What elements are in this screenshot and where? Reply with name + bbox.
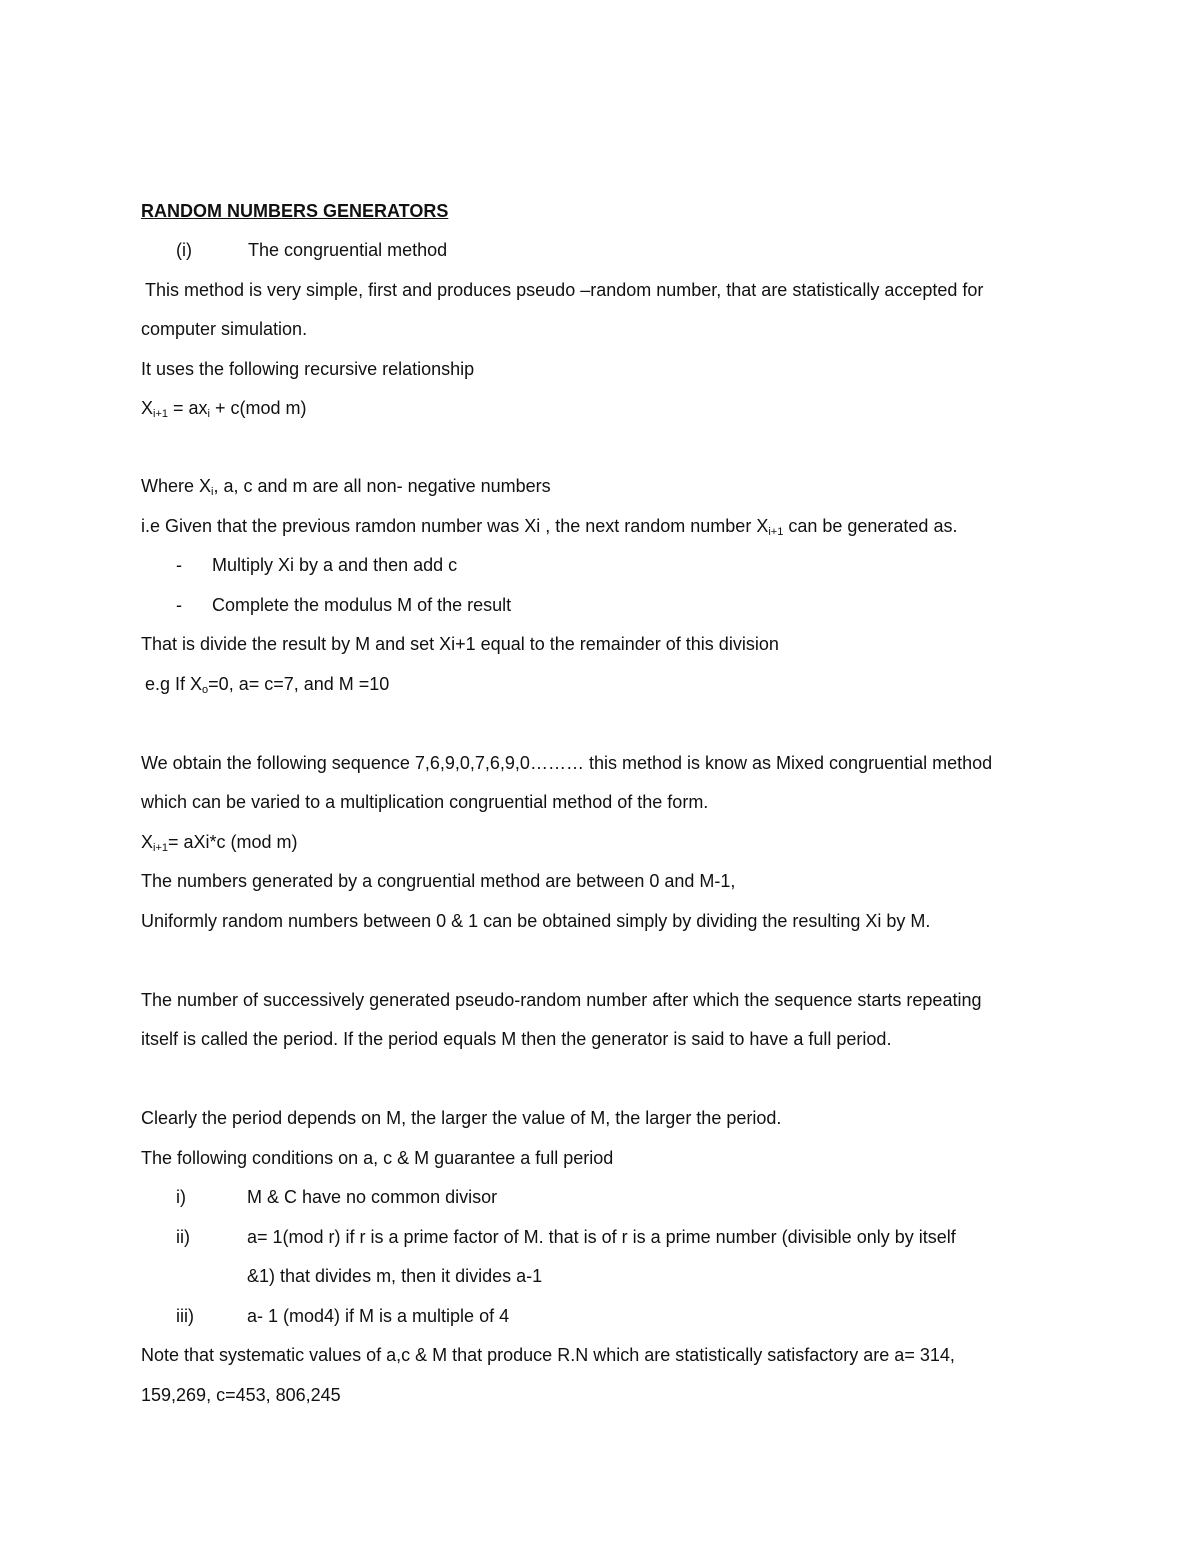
example-subscript: o bbox=[202, 684, 209, 696]
section-marker: (i) bbox=[176, 240, 192, 260]
step-text: Multiply Xi by a and then add c bbox=[212, 555, 458, 575]
note-line-1: Note that systematic values of a,c & M that produce R.N which are statistically satisfactory are a= 314, bbox=[141, 1345, 955, 1365]
recursive-intro: It uses the following recursive relationship bbox=[141, 359, 475, 379]
condition-text: a= 1(mod r) if r is a prime factor of M. that is of r is a prime number (divisible only by itself bbox=[247, 1227, 956, 1247]
document-title: RANDOM NUMBERS GENERATORS bbox=[141, 201, 449, 221]
example-prefix: e.g If X bbox=[145, 674, 203, 694]
divide-line: That is divide the result by M and set Xi+1 equal to the remainder of this division bbox=[141, 634, 779, 654]
condition-continuation: &1) that divides m, then it divides a-1 bbox=[247, 1266, 543, 1286]
intro-line-2: computer simulation. bbox=[141, 319, 308, 339]
range-line: The numbers generated by a congruential method are between 0 and M-1, bbox=[141, 871, 736, 891]
example-line bbox=[145, 672, 389, 702]
step-bullet: - bbox=[176, 555, 182, 575]
where-line bbox=[141, 474, 551, 504]
depends-line: Clearly the period depends on M, the larger the value of M, the larger the period. bbox=[141, 1108, 782, 1128]
note-line-2: 159,269, c=453, 806,245 bbox=[141, 1385, 341, 1405]
sequence-line-2: which can be varied to a multiplication congruential method of the form. bbox=[141, 792, 709, 812]
condition-marker: i) bbox=[176, 1187, 186, 1207]
step-bullet: - bbox=[176, 595, 182, 615]
given-suffix: can be generated as. bbox=[783, 516, 958, 536]
conditions-intro: The following conditions on a, c & M guarantee a full period bbox=[141, 1148, 614, 1168]
condition-marker: ii) bbox=[176, 1227, 190, 1247]
section-heading bbox=[176, 238, 447, 262]
period-line-1: The number of successively generated pseudo-random number after which the sequence starts repeating bbox=[141, 990, 982, 1010]
where-subscript: i bbox=[211, 486, 214, 498]
formula-lhs-subscript: i+1 bbox=[153, 408, 169, 420]
where-suffix: , a, c and m are all non- negative numbers bbox=[213, 476, 551, 496]
formula2-lhs-subscript: i+1 bbox=[153, 842, 169, 854]
condition-text: a- 1 (mod4) if M is a multiple of 4 bbox=[247, 1306, 510, 1326]
period-line-2: itself is called the period. If the period equals M then the generator is said to have a full period. bbox=[141, 1029, 892, 1049]
given-subscript: i+1 bbox=[768, 526, 784, 538]
given-prefix: i.e Given that the previous ramdon number was Xi , the next random number X bbox=[141, 516, 769, 536]
where-prefix: Where X bbox=[141, 476, 212, 496]
section-heading-text: The congruential method bbox=[248, 240, 448, 260]
condition-text: M & C have no common divisor bbox=[247, 1187, 498, 1207]
formula2-lhs: X bbox=[141, 832, 154, 852]
uniform-line: Uniformly random numbers between 0 & 1 can be obtained simply by dividing the resulting Xi by M. bbox=[141, 911, 931, 931]
step-text: Complete the modulus M of the result bbox=[212, 595, 512, 615]
intro-line-1: This method is very simple, first and produces pseudo –random number, that are statistically accepted for bbox=[145, 280, 984, 300]
formula-mid-subscript: i bbox=[207, 408, 210, 420]
step-item bbox=[176, 553, 457, 577]
condition-item bbox=[176, 1225, 956, 1249]
condition-item bbox=[176, 1304, 509, 1328]
formula-recursive bbox=[141, 396, 307, 426]
sequence-line-1: We obtain the following sequence 7,6,9,0,7,6,9,0……… this method is know as Mixed congruential method bbox=[141, 753, 993, 773]
formula-multiplicative bbox=[141, 830, 298, 860]
condition-marker: iii) bbox=[176, 1306, 194, 1326]
formula-lhs: X bbox=[141, 398, 154, 418]
step-item bbox=[176, 593, 511, 617]
example-suffix: =0, a= c=7, and M =10 bbox=[208, 674, 390, 694]
formula-mid: = ax bbox=[168, 398, 208, 418]
formula2-rhs: = aXi*c (mod m) bbox=[168, 832, 298, 852]
formula-rhs: + c(mod m) bbox=[210, 398, 307, 418]
given-line bbox=[141, 514, 957, 544]
condition-item bbox=[176, 1185, 497, 1209]
